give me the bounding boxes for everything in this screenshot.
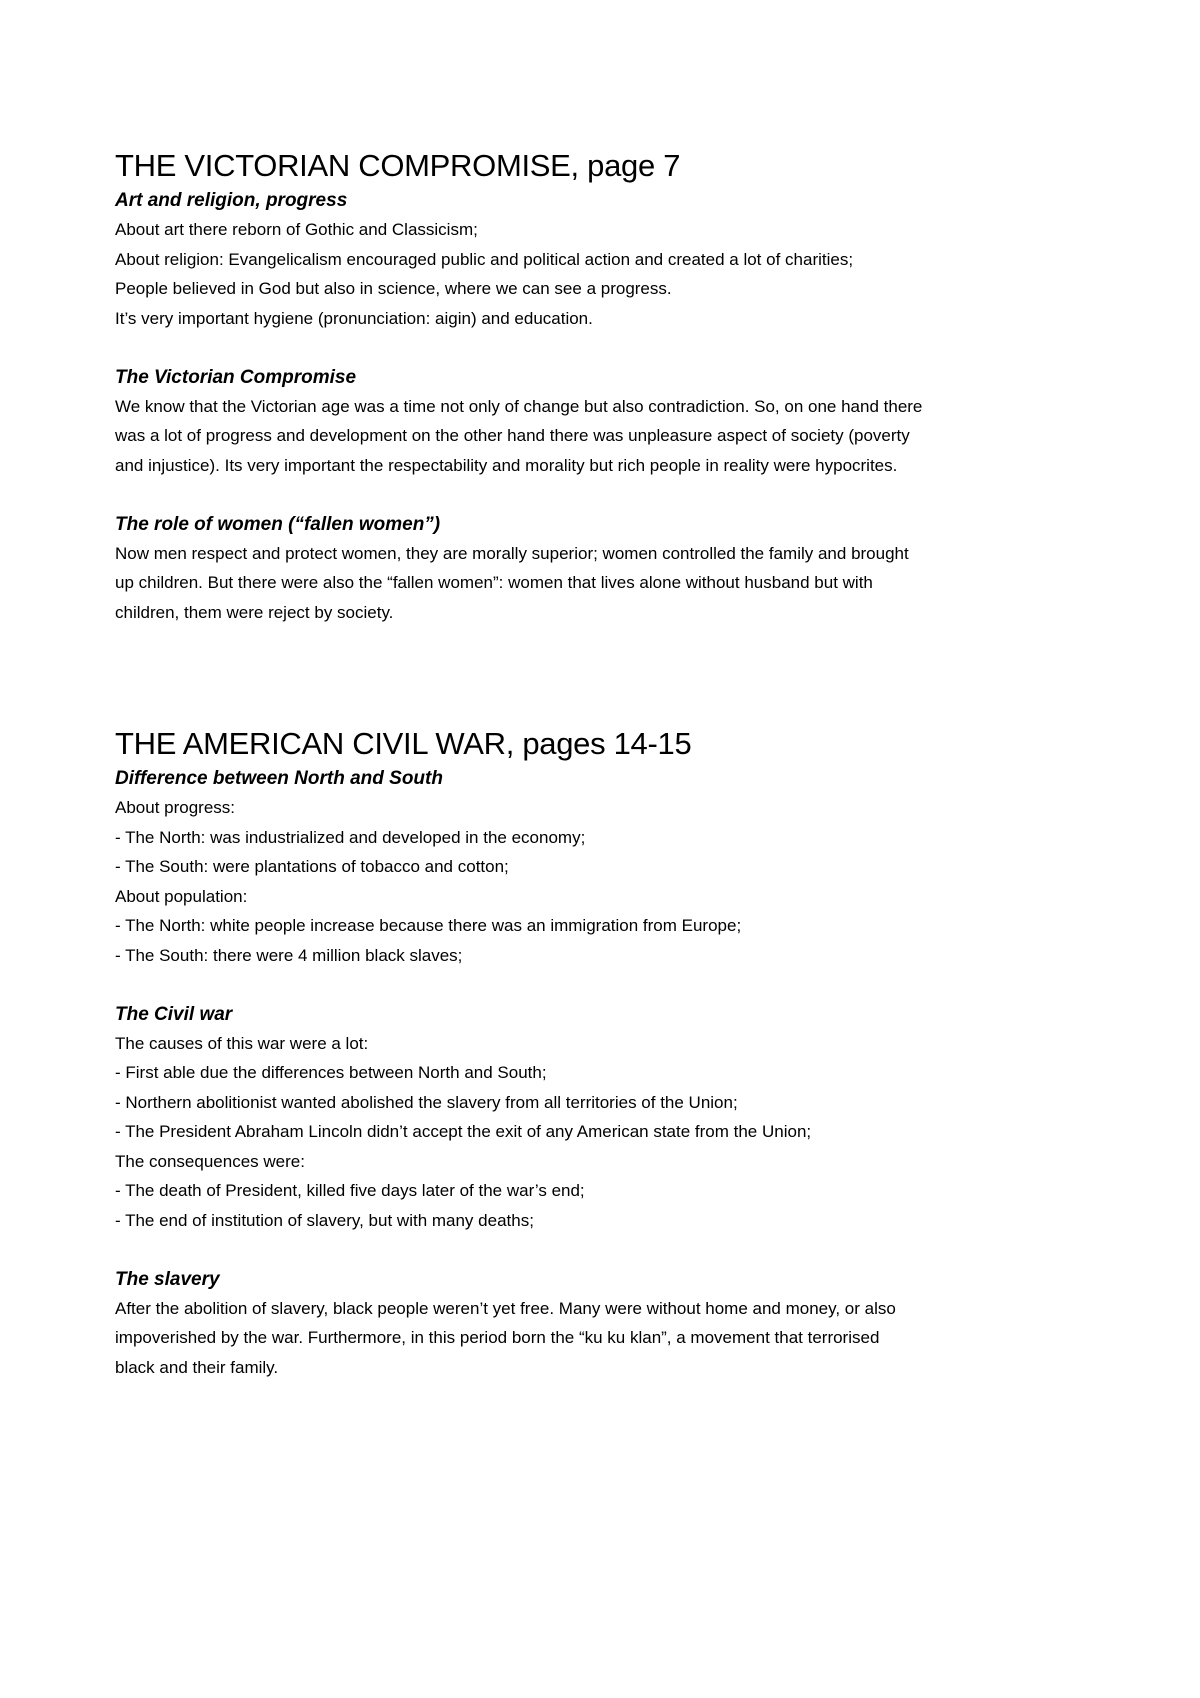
subsection-north-south <box>115 764 1115 970</box>
subsection-slavery <box>115 1265 1115 1383</box>
paragraph-line: The consequences were: <box>115 1151 305 1171</box>
paragraph-line: Now men respect and protect women, they are morally superior; women controlled the family and brought <box>115 543 909 563</box>
subsection-victorian-compromise <box>115 363 1115 481</box>
paragraph-line: After the abolition of slavery, black people weren’t yet free. Many were without home and money, or also <box>115 1298 896 1318</box>
paragraph-line: The causes of this war were a lot: <box>115 1033 369 1053</box>
subsection-heading: The Civil war <box>115 1003 233 1025</box>
subsection-heading: Art and religion, progress <box>115 190 348 211</box>
paragraph-line: was a lot of progress and development on the other hand there was unpleasure aspect of society (poverty <box>115 426 910 445</box>
list-item: - The end of institution of slavery, but with many deaths; <box>115 1210 534 1230</box>
paragraph-line: About art there reborn of Gothic and Classicism; <box>115 220 478 239</box>
subsection-heading: The slavery <box>115 1268 220 1290</box>
list-item: - First able due the differences between North and South; <box>115 1063 547 1082</box>
list-item: - The South: were plantations of tobacco and cotton; <box>115 857 509 876</box>
subsection-role-of-women <box>115 510 1115 628</box>
subsection-art-religion <box>115 186 1115 333</box>
paragraph-line: impoverished by the war. Furthermore, in this period born the “ku ku klan”, a movement that terrorised <box>115 1328 880 1347</box>
list-item: - Northern abolitionist wanted abolished the slavery from all territories of the Union; <box>115 1092 738 1112</box>
subsection-heading: Difference between North and South <box>115 768 443 789</box>
list-item: - The North: was industrialized and developed in the economy; <box>115 827 586 847</box>
paragraph-line: black and their family. <box>115 1357 279 1377</box>
paragraph-line: About religion: Evangelicalism encouraged public and political action and created a lot of charities; <box>115 249 854 269</box>
subsection-heading: The Victorian Compromise <box>115 366 357 388</box>
section-american-civil-war <box>115 724 1115 1382</box>
section-victorian-compromise <box>115 146 1115 627</box>
paragraph-line: About population: <box>115 886 248 906</box>
paragraph-line: People believed in God but also in science, where we can see a progress. <box>115 279 672 298</box>
list-item: - The South: there were 4 million black slaves; <box>115 945 463 965</box>
paragraph-line: up children. But there were also the “fallen women”: women that lives alone without husband but with <box>115 573 873 592</box>
paragraph-line: We know that the Victorian age was a time not only of change but also contradiction. So, on one hand there <box>115 396 923 416</box>
section-title: THE VICTORIAN COMPROMISE, page 7 <box>115 148 681 183</box>
subsection-heading: The role of women (“fallen women”) <box>115 513 441 535</box>
list-item: - The President Abraham Lincoln didn’t accept the exit of any American state from the Union; <box>115 1122 812 1141</box>
paragraph-line: About progress: <box>115 798 236 817</box>
list-item: - The North: white people increase because there was an immigration from Europe; <box>115 916 742 935</box>
section-title: THE AMERICAN CIVIL WAR, pages 14-15 <box>115 726 692 761</box>
paragraph-line: and injustice). Its very important the respectability and morality but rich people in reality were hypocrites. <box>115 455 898 475</box>
subsection-civil-war <box>115 1000 1115 1236</box>
paragraph-line: It’s very important hygiene (pronunciation: aigin) and education. <box>115 308 593 328</box>
list-item: - The death of President, killed five days later of the war’s end; <box>115 1181 585 1200</box>
paragraph-line: children, them were reject by society. <box>115 602 394 622</box>
